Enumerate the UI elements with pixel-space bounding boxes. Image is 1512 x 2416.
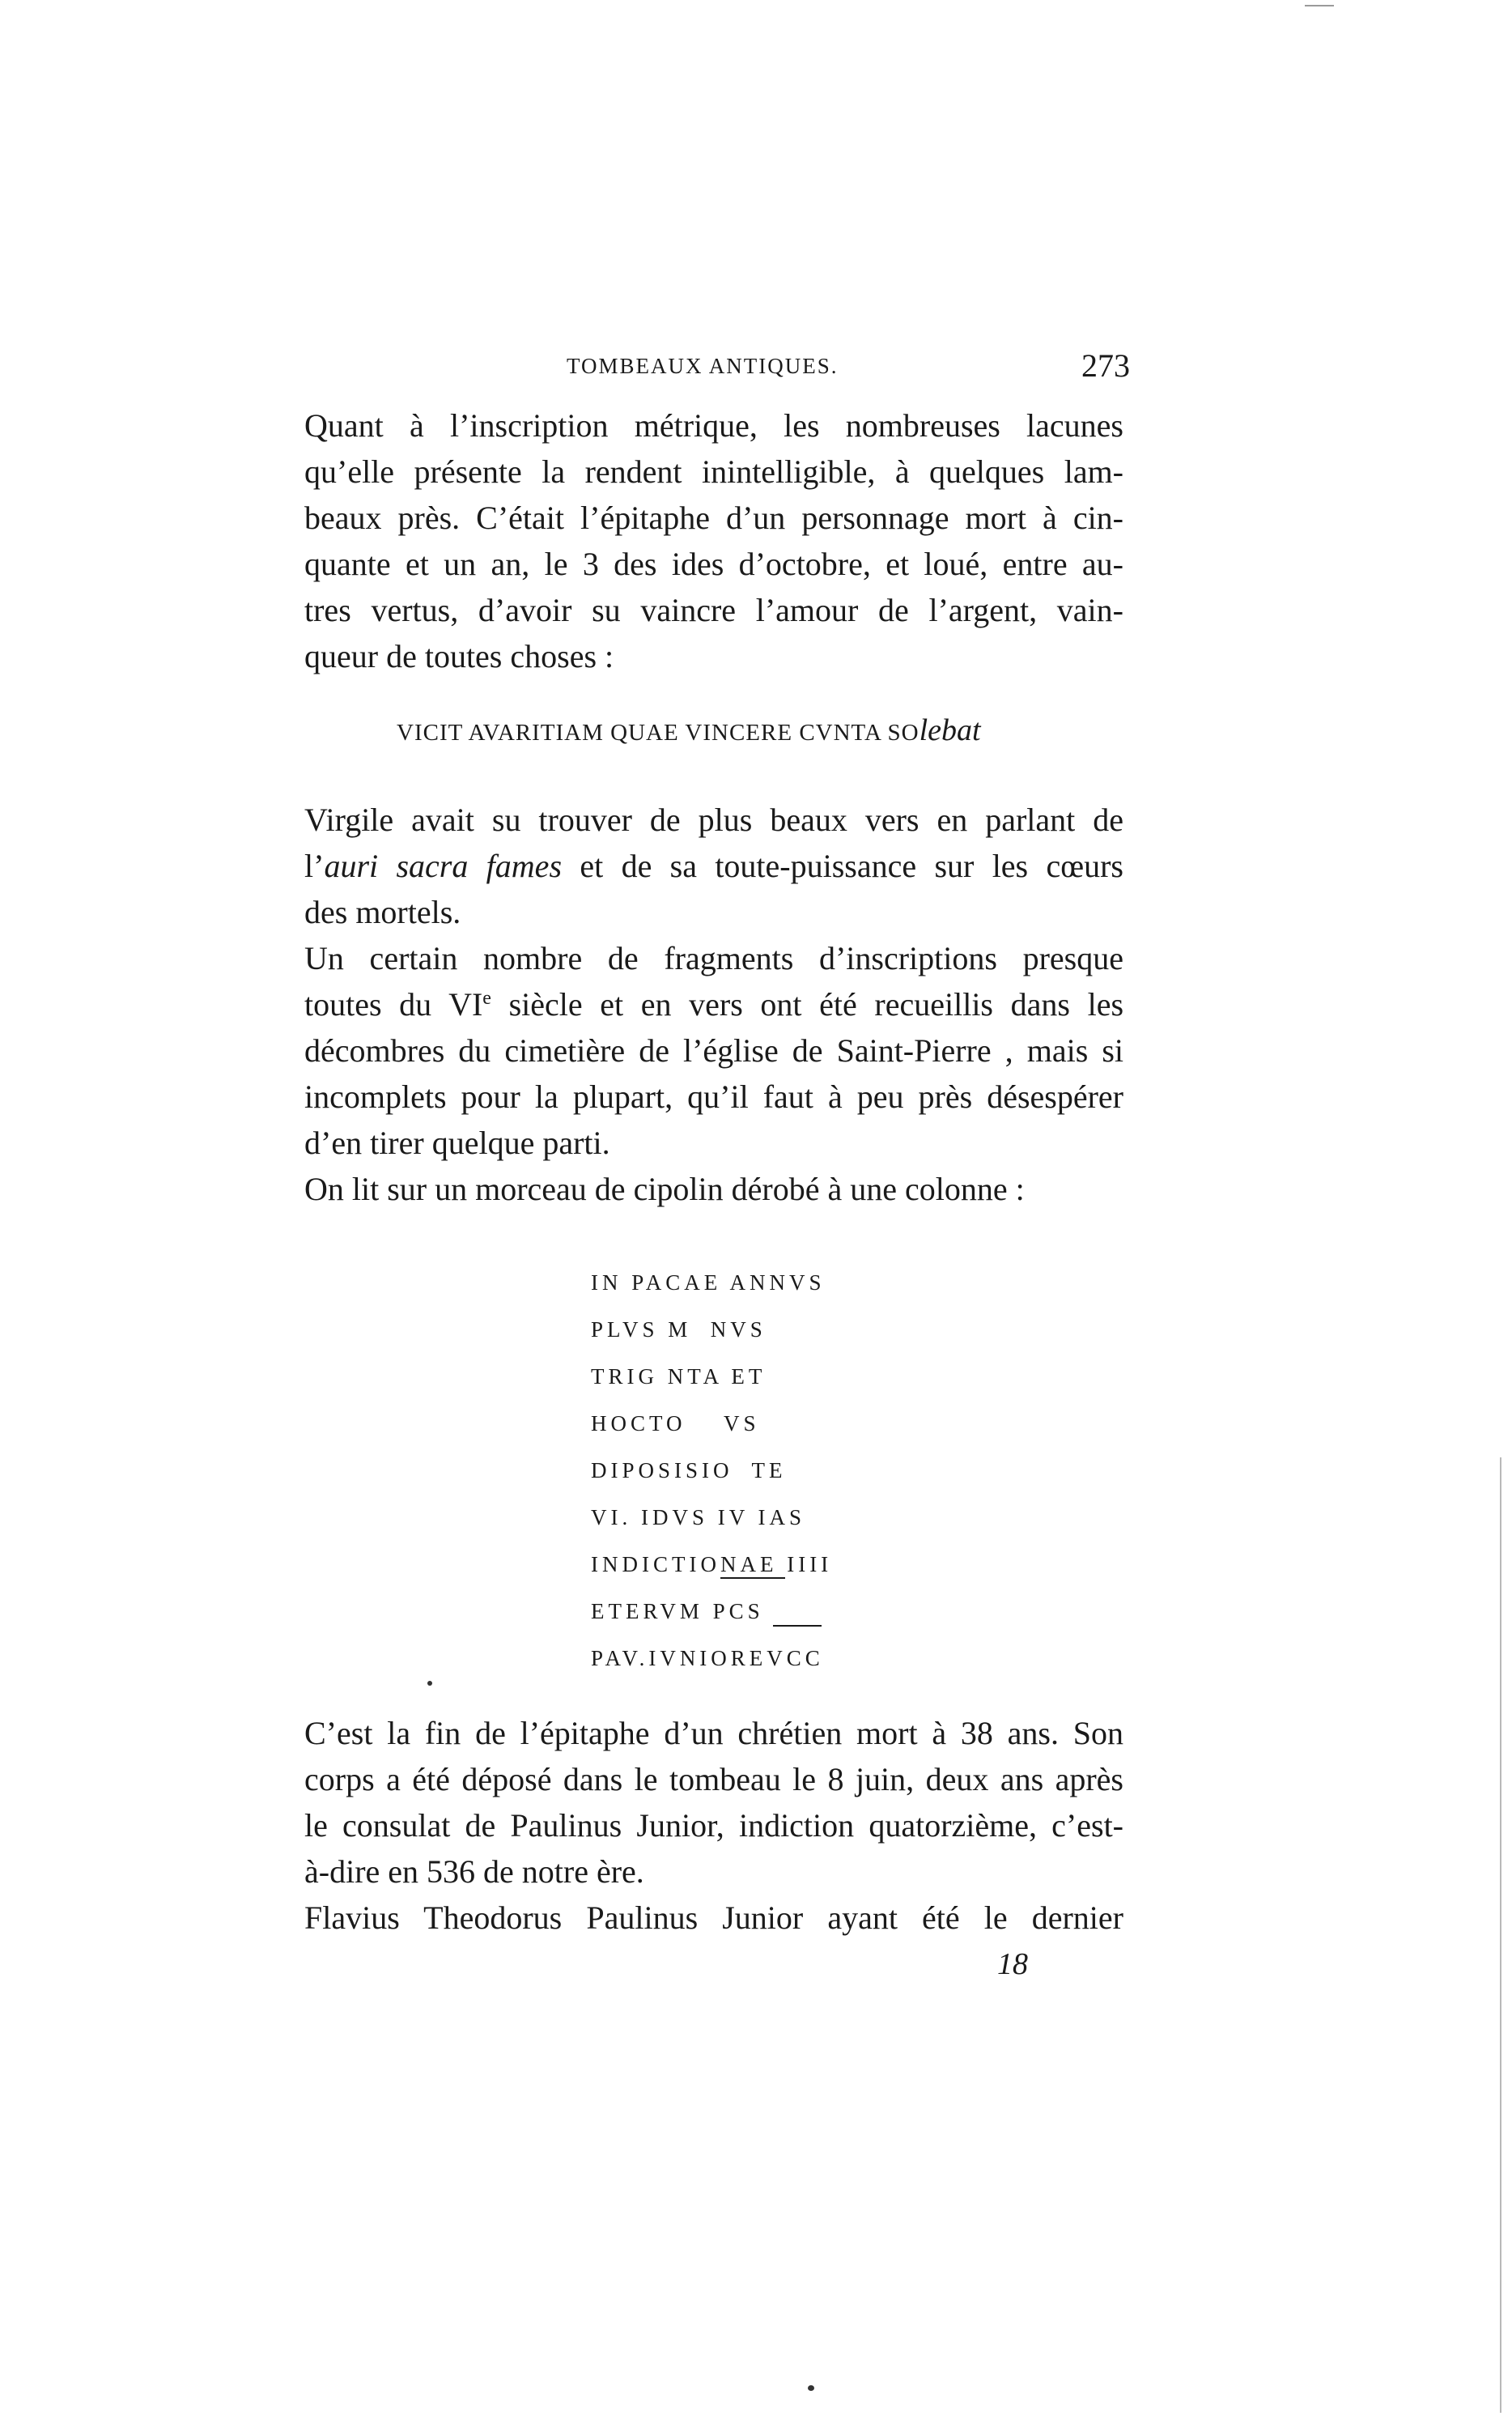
inscription-line: TRIG NTA ET — [591, 1364, 767, 1389]
text-line — [304, 981, 1123, 1027]
text-line: le consulat de Paulinus Junior, indiction quatorzième, c’est- — [304, 1807, 1123, 1844]
text-line: incomplets pour la plupart, qu’il faut à peu près désespérer — [304, 1078, 1123, 1115]
ink-speck — [808, 2385, 814, 2391]
text-line: quante et un an, le 3 des ides d’octobre, et loué, entre au- — [304, 546, 1123, 582]
ink-speck — [427, 1681, 432, 1686]
inscription-line: ETERVM PCS — [591, 1599, 764, 1623]
text-line: tres vertus, d’avoir su vaincre l’amour de l’argent, vain- — [304, 592, 1123, 628]
page-number: 273 — [1081, 347, 1130, 384]
text-line: à-dire en 536 de notre ère. — [304, 1853, 644, 1890]
paragraph-5 — [304, 1710, 1123, 1895]
text-line: C’est la fin de l’épitaphe d’un chrétien mort à 38 ans. Son — [304, 1715, 1123, 1751]
text-fragment: siècle et en vers ont été recueillis dans les — [491, 986, 1124, 1023]
text-line — [304, 843, 1123, 889]
inscription-line: INDICTIONAE IIII — [591, 1552, 833, 1576]
text-line: Un certain nombre de fragments d’inscriptions presque — [304, 940, 1123, 976]
text-line: Virgile avait su trouver de plus beaux vers en parlant de — [304, 802, 1123, 838]
abbreviation-overline — [773, 1625, 822, 1627]
verse-italic: lebat — [919, 713, 981, 747]
text-fragment: et de sa toute-puissance sur les cœurs — [562, 848, 1123, 884]
running-title: TOMBEAUX ANTIQUES. — [567, 354, 839, 378]
paragraph-6 — [304, 1895, 1123, 1941]
text-fragment: toutes du VI — [304, 986, 483, 1023]
text-line: décombres du cimetière de l’église de Saint-Pierre , mais si — [304, 1032, 1123, 1069]
superscript: e — [482, 988, 491, 1009]
paragraph-1 — [304, 402, 1123, 679]
inscription — [591, 1259, 832, 1682]
text-line: Quant à l’inscription métrique, les nombreuses lacunes — [304, 407, 1123, 444]
text-line: On lit sur un morceau de cipolin dérobé à une colonne : — [304, 1171, 1025, 1207]
inscription-line: DIPOSISIO TE — [591, 1458, 787, 1482]
scan-mark — [1305, 5, 1334, 6]
text-line: qu’elle présente la rendent inintelligible, à quelques lam- — [304, 453, 1123, 490]
paragraph-3 — [304, 935, 1123, 1166]
verse-quotation — [397, 712, 981, 748]
paragraph-2 — [304, 797, 1123, 935]
text-line: corps a été déposé dans le tombeau le 8 juin, deux ans après — [304, 1761, 1123, 1797]
latin-quote: auri sacra fames — [324, 848, 563, 884]
inscription-line: VI. IDVS IV IAS — [591, 1505, 806, 1529]
text-line: beaux près. C’était l’épitaphe d’un personnage mort à cin- — [304, 500, 1123, 536]
inscription-line: IN PACAE ANNVS — [591, 1270, 826, 1295]
paragraph-4 — [304, 1166, 1123, 1212]
inscription-line: PLVS M NVS — [591, 1317, 767, 1342]
inscription-line: HOCTO VS — [591, 1411, 760, 1436]
page-edge-shadow — [1500, 1457, 1501, 2413]
inscription-line: PAV.IVNIOREVCC — [591, 1646, 824, 1670]
signature-mark: 18 — [997, 1947, 1028, 1981]
text-line: queur de toutes choses : — [304, 638, 614, 674]
text-line: Flavius Theodorus Paulinus Junior ayant été le dernier — [304, 1899, 1123, 1936]
text-fragment: l’ — [304, 848, 325, 884]
text-line: d’en tirer quelque parti. — [304, 1125, 610, 1161]
text-line: des mortels. — [304, 894, 461, 930]
abbreviation-overline — [720, 1577, 785, 1579]
verse-caps: VICIT AVARITIAM QUAE VINCERE CVNTA SO — [397, 720, 920, 746]
